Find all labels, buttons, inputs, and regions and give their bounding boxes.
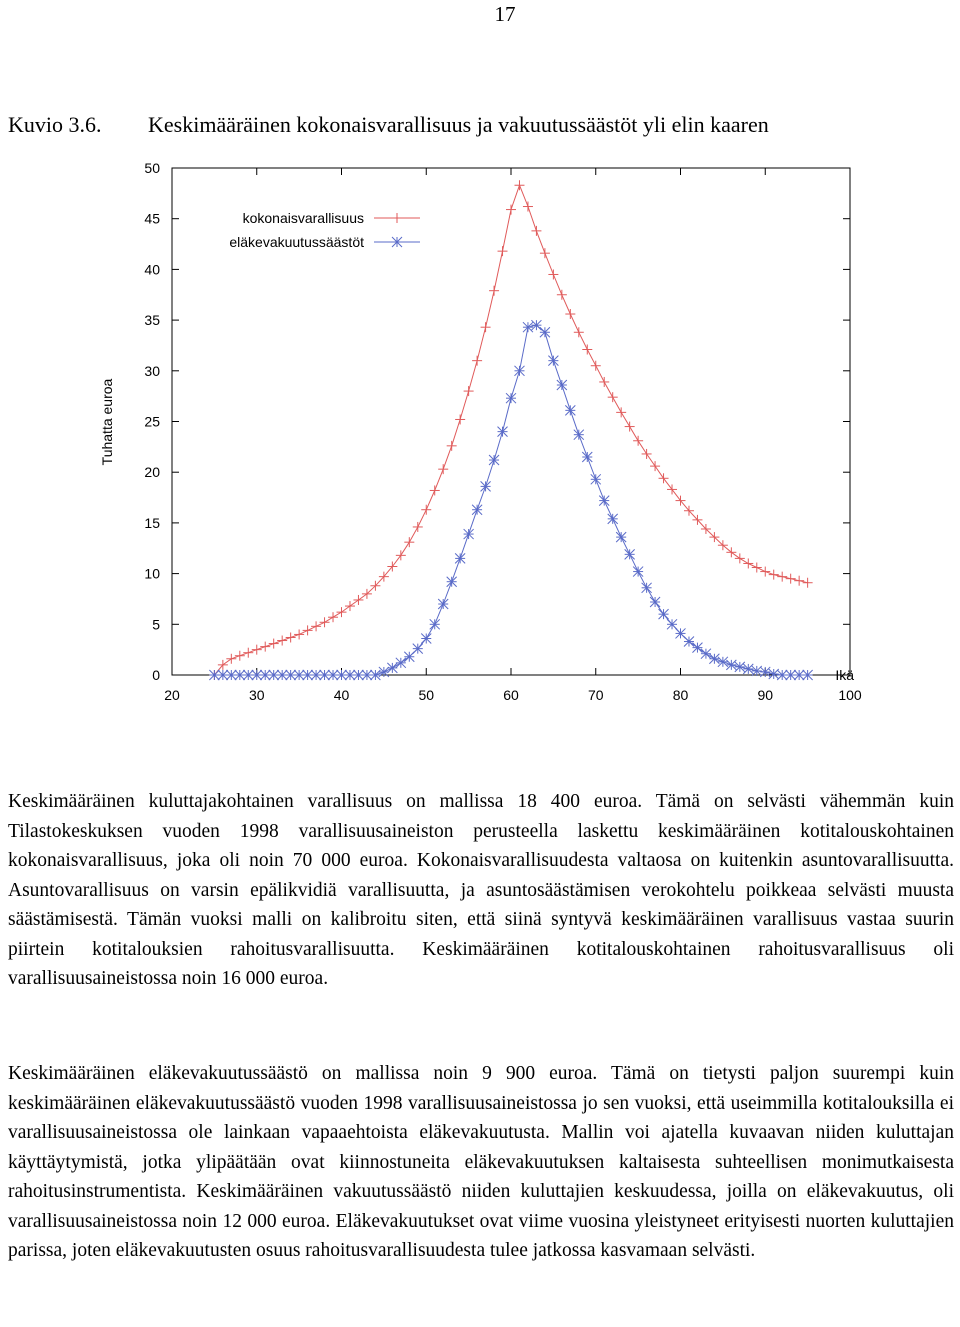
figure-caption bbox=[8, 112, 769, 138]
x-tick-label: 80 bbox=[672, 687, 689, 703]
series-1-point bbox=[599, 377, 609, 387]
series-1-point bbox=[565, 309, 575, 319]
series-2-point bbox=[523, 322, 533, 332]
series-1-point bbox=[633, 436, 643, 446]
y-tick-label: 35 bbox=[144, 312, 160, 329]
series-2-point bbox=[760, 667, 770, 677]
legend bbox=[229, 210, 420, 250]
series-2-point bbox=[498, 427, 508, 437]
chart bbox=[0, 150, 960, 720]
y-tick-label: 40 bbox=[144, 261, 160, 278]
series-1-point bbox=[396, 550, 406, 560]
y-axis-label: Tuhatta euroa bbox=[99, 378, 115, 466]
legend-marker bbox=[392, 213, 402, 223]
series-1-point bbox=[582, 345, 592, 355]
y-tick-label: 20 bbox=[144, 464, 160, 481]
series-1-point bbox=[752, 563, 762, 573]
series-1-point bbox=[303, 625, 313, 635]
series-1-point bbox=[328, 612, 338, 622]
series-2-point bbox=[472, 505, 482, 515]
series-1-point bbox=[591, 361, 601, 371]
x-tick-label: 20 bbox=[164, 687, 180, 703]
series-1-point bbox=[472, 356, 482, 366]
series-1-point bbox=[608, 392, 618, 402]
series-2-point bbox=[582, 452, 592, 462]
x-tick-label: 70 bbox=[587, 687, 604, 703]
series-2-point bbox=[599, 496, 609, 506]
y-tick-label: 45 bbox=[144, 210, 160, 227]
series-1-point bbox=[430, 485, 440, 495]
series-2-point bbox=[625, 549, 635, 559]
legend-swatch-1 bbox=[374, 213, 420, 223]
series-1-point bbox=[311, 621, 321, 631]
series-2-point bbox=[379, 667, 389, 677]
series-2-point bbox=[447, 577, 457, 587]
x-tick-label: 40 bbox=[333, 687, 350, 703]
series-layer bbox=[209, 180, 812, 680]
series-1-point bbox=[455, 414, 465, 424]
y-tick-label: 15 bbox=[144, 514, 160, 531]
series-2-point bbox=[565, 405, 575, 415]
series-2-point bbox=[574, 430, 584, 440]
series-1-point bbox=[616, 407, 626, 417]
series-1-point bbox=[421, 505, 431, 515]
series-1-point bbox=[514, 180, 524, 190]
y-tick-label: 25 bbox=[144, 413, 160, 430]
legend-swatch-2 bbox=[374, 237, 420, 247]
series-1-point bbox=[320, 617, 330, 627]
series-1-point bbox=[625, 422, 635, 432]
series-2-point bbox=[743, 664, 753, 674]
series-2-point bbox=[455, 553, 465, 563]
series-2-point bbox=[514, 366, 524, 376]
series-2-point bbox=[659, 609, 669, 619]
paragraph-2: Keskimääräinen eläkevakuutussäästö on mallissa noin 9 900 euroa. Tämä on tietysti paljon suurempi kuin keskimääräinen eläkevakuutussäästö vuoden 1998 varallisuusaineistossa jo sen vuoksi, että useimmilla kotitalouksilla ei varallisuusaineistossa ole lainkaan vapaaehtoista eläkevakuutusta. Mallin voi ajatella kuvaavan niiden kuluttajan käyttäytymistä, jotka ylipäätään ovat kiinnostuneita eläkevakuutuksen kaltaisesta suhteellisen monimutkaisesta rahoitusinstrumentista. Keskimääräinen vakuutussäästö niiden kuluttajien keskuudessa, joilla on eläkevakuutus, oli varallisuusaineistossa noin 12 000 euroa. Eläkevakuutukset ovat viime vuosina yleistyneet erityisesti nuorten kuluttajien parissa, joten eläkevakuutusten osuus rahoitusvarallisuudesta tulee jatkossa kasvamaan selvästi. bbox=[8, 1063, 954, 1261]
series-2-point bbox=[803, 670, 813, 680]
series-2-point bbox=[701, 649, 711, 659]
series-2-point bbox=[489, 455, 499, 465]
series-2-point bbox=[421, 633, 431, 643]
figure-label: Kuvio 3.6. bbox=[8, 112, 102, 137]
series-1-point bbox=[438, 464, 448, 474]
series-2-point bbox=[548, 356, 558, 366]
legend-marker bbox=[392, 237, 402, 247]
series-1-point bbox=[557, 290, 567, 300]
series-1-point bbox=[803, 578, 813, 588]
series-1-point bbox=[794, 576, 804, 586]
series-1-point bbox=[777, 572, 787, 582]
series-2-point bbox=[396, 658, 406, 668]
series-2-point bbox=[481, 481, 491, 491]
series-2-point bbox=[438, 599, 448, 609]
series-1 bbox=[209, 180, 812, 680]
y-tick-label: 30 bbox=[144, 362, 160, 379]
series-1-point bbox=[489, 286, 499, 296]
series-1-point bbox=[523, 202, 533, 212]
paragraph-1: Keskimääräinen kuluttajakohtainen varallisuus on mallissa 18 400 euroa. Tämä on selvästi vähemmän kuin Tilastokeskuksen vuoden 1998 varallisuusaineiston perusteella laskettu keskimääräinen kotitalouskohtainen kokonaisvarallisuus, joka oli noin 70 000 euroa. Kokonaisvarallisuudesta valtaosa on kuitenkin asuntovarallisuutta. Asuntovarallisuus on varsin epälikvidiä varallisuutta, ja asuntosäästämisen verokohtelu poikkeaa selvästi muusta säästämisestä. Tämän vuoksi malli on kalibroitu siten, että siinä syntyvä keskimääräinen varallisuus vastaa suurin piirtein kotitalouksien rahoitusvarallisuutta. Keskimääräinen kotitalouskohtainen rahoitusvarallisuus oli varallisuusaineistossa noin 16 000 euroa. bbox=[8, 791, 954, 989]
x-tick-label: 100 bbox=[838, 687, 862, 703]
series-1-point bbox=[481, 322, 491, 332]
series-1-point bbox=[447, 441, 457, 451]
figure-title: Keskimääräinen kokonaisvarallisuus ja vakuutussäästöt yli elin kaaren bbox=[148, 112, 769, 137]
series-2-point bbox=[684, 637, 694, 647]
y-tick-label: 5 bbox=[152, 616, 160, 633]
series-1-point bbox=[506, 205, 516, 215]
series-1-point bbox=[642, 449, 652, 459]
series-1-point bbox=[650, 461, 660, 471]
series-2-point bbox=[557, 380, 567, 390]
series-1-point bbox=[413, 522, 423, 532]
series-1-point bbox=[337, 607, 347, 617]
series-1-point bbox=[735, 553, 745, 563]
series-1-point bbox=[786, 574, 796, 584]
series-2-point bbox=[506, 393, 516, 403]
series-2-point bbox=[616, 532, 626, 542]
series-1-point bbox=[667, 484, 677, 494]
y-tick-label: 10 bbox=[144, 565, 160, 582]
series-2-point bbox=[667, 619, 677, 629]
series-1-point bbox=[345, 601, 355, 611]
y-tick-label: 0 bbox=[152, 667, 160, 683]
x-axis-label: Ikä bbox=[835, 667, 854, 683]
series-1-point bbox=[659, 473, 669, 483]
series-1-point bbox=[531, 226, 541, 236]
series-1-point bbox=[404, 537, 414, 547]
series-2-point bbox=[387, 663, 397, 673]
x-tick-label: 30 bbox=[248, 687, 265, 703]
series-1-point bbox=[548, 269, 558, 279]
series-2-point bbox=[735, 662, 745, 672]
series-2-line bbox=[214, 325, 807, 675]
series-2-point bbox=[531, 320, 541, 330]
x-tick-label: 60 bbox=[503, 687, 519, 703]
page-number: 17 bbox=[494, 2, 516, 26]
legend-label-kokonaisvarallisuus: kokonaisvarallisuus bbox=[242, 210, 364, 226]
series-2-point bbox=[692, 643, 702, 653]
series-1-point bbox=[498, 246, 508, 256]
x-tick-label: 90 bbox=[757, 687, 774, 703]
legend-label-elakevakuutussaastot: eläkevakuutussäästöt bbox=[229, 234, 364, 250]
series-2-point bbox=[464, 529, 474, 539]
series-1-point bbox=[574, 327, 584, 337]
series-1-point bbox=[464, 386, 474, 396]
series-2-point bbox=[430, 619, 440, 629]
series-1-point bbox=[353, 595, 363, 605]
x-tick-label: 50 bbox=[418, 687, 435, 703]
y-tick-label: 50 bbox=[144, 160, 160, 176]
series-1-point bbox=[743, 558, 753, 568]
series-2-point bbox=[650, 597, 660, 607]
series-2 bbox=[209, 320, 812, 680]
series-2-point bbox=[540, 327, 550, 337]
series-2-point bbox=[726, 660, 736, 670]
series-2-point bbox=[633, 567, 643, 577]
series-2-point bbox=[413, 644, 423, 654]
series-1-line bbox=[214, 185, 807, 675]
series-2-point bbox=[642, 583, 652, 593]
series-2-point bbox=[608, 514, 618, 524]
series-1-point bbox=[540, 248, 550, 258]
series-2-point bbox=[591, 474, 601, 484]
